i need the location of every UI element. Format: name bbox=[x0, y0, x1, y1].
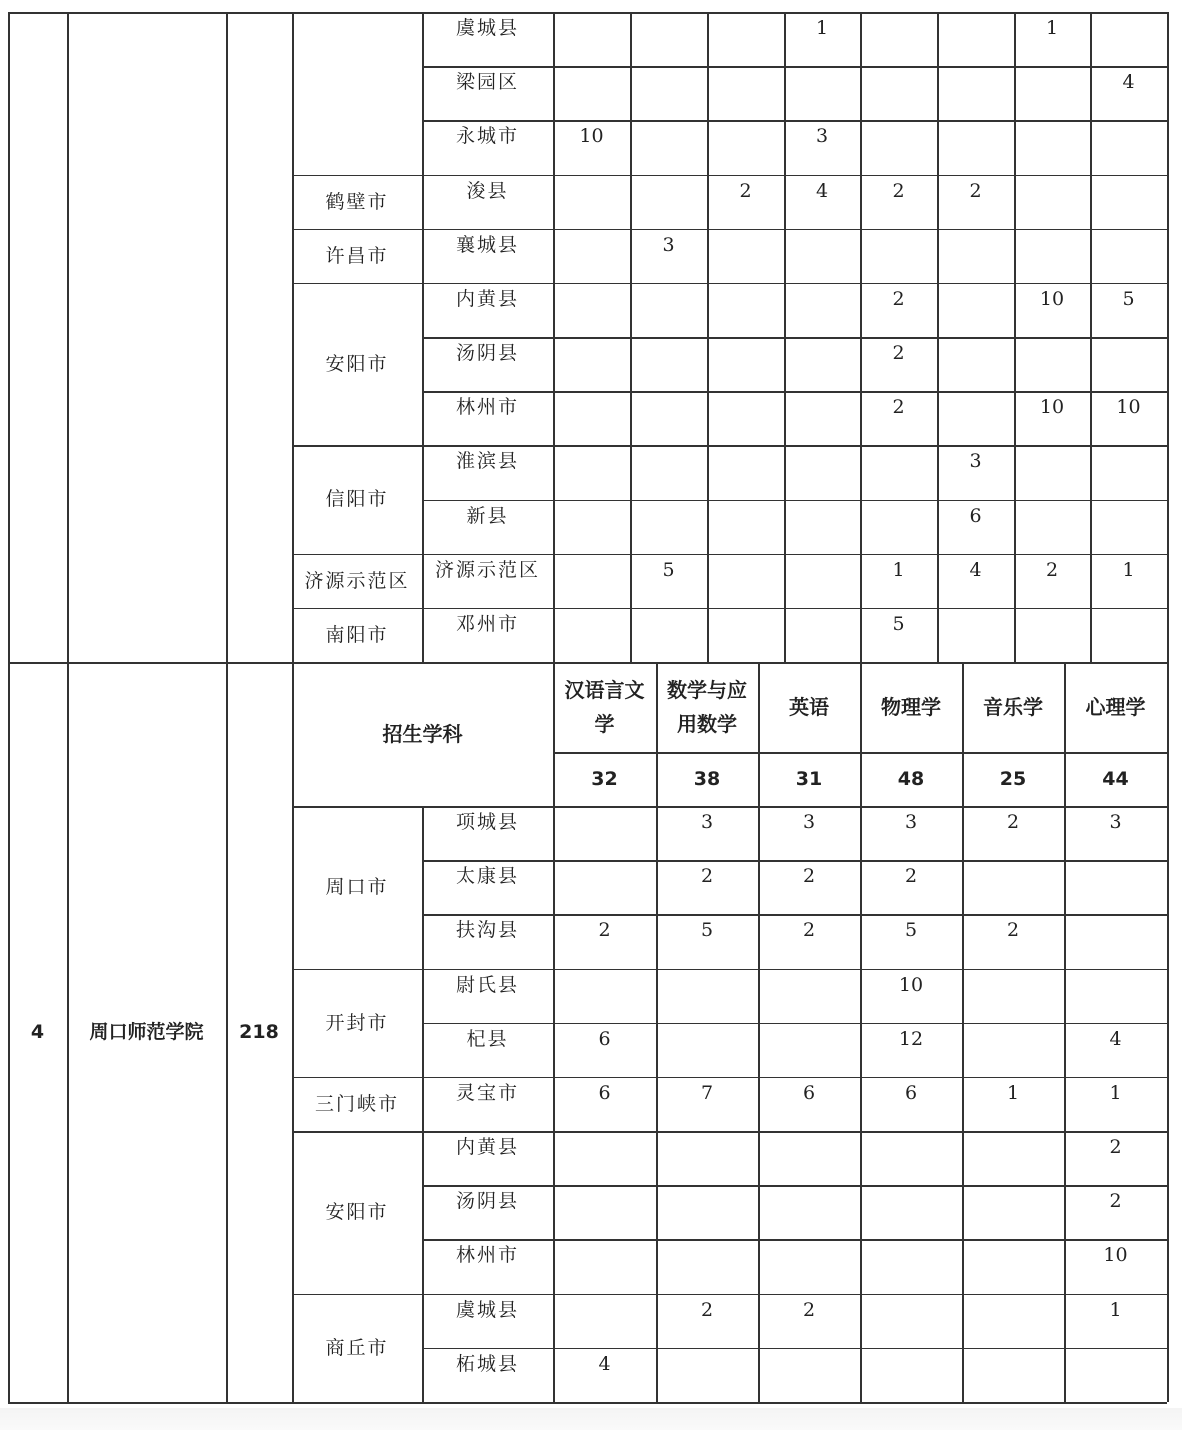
value-cell: 1 bbox=[892, 558, 905, 581]
value-cell: 2 bbox=[1045, 558, 1059, 581]
value-cell: 1 bbox=[1045, 17, 1059, 39]
city-cell: 许昌市 bbox=[325, 244, 389, 267]
value-cell: 3 bbox=[802, 811, 816, 833]
value-cell: 1 bbox=[1109, 1081, 1122, 1104]
subject-label: 招生学科 bbox=[382, 722, 463, 746]
value-cell: 3 bbox=[1109, 811, 1122, 833]
value-cell: 7 bbox=[700, 1081, 714, 1104]
value-cell: 10 bbox=[1116, 396, 1141, 419]
subject-header: 音乐学 bbox=[983, 695, 1043, 719]
subject-total: 44 bbox=[1102, 768, 1129, 790]
city-cell: 鹤壁市 bbox=[325, 190, 389, 213]
county-cell: 襄城县 bbox=[455, 233, 519, 256]
value-cell: 2 bbox=[802, 865, 816, 888]
value-cell: 4 bbox=[969, 558, 982, 581]
value-cell: 10 bbox=[1103, 1244, 1128, 1267]
county-cell: 项城县 bbox=[455, 811, 519, 833]
county-cell: 永城市 bbox=[455, 125, 519, 148]
city-cell: 信阳市 bbox=[325, 488, 389, 511]
county-cell: 太康县 bbox=[455, 865, 519, 888]
value-cell: 2 bbox=[598, 919, 611, 942]
value-cell: 3 bbox=[969, 450, 982, 473]
value-cell: 6 bbox=[598, 1027, 611, 1050]
value-cell: 4 bbox=[1109, 1027, 1122, 1050]
value-cell: 5 bbox=[1122, 287, 1135, 310]
value-cell: 10 bbox=[1039, 287, 1065, 310]
value-cell: 2 bbox=[892, 342, 905, 364]
city-cell: 南阳市 bbox=[325, 623, 389, 646]
value-cell: 2 bbox=[892, 179, 905, 202]
subject-total: 38 bbox=[693, 768, 721, 790]
county-cell: 济源示范区 bbox=[434, 558, 540, 581]
value-cell: 2 bbox=[1006, 919, 1020, 942]
value-cell: 2 bbox=[700, 1298, 714, 1321]
value-cell: 6 bbox=[904, 1081, 918, 1104]
city-cell: 开封市 bbox=[325, 1011, 389, 1034]
county-cell: 淮滨县 bbox=[455, 450, 519, 473]
value-cell: 1 bbox=[1109, 1298, 1122, 1321]
value-cell: 4 bbox=[598, 1352, 611, 1375]
value-cell: 2 bbox=[969, 179, 982, 202]
value-cell: 6 bbox=[969, 504, 982, 527]
county-cell: 林州市 bbox=[455, 396, 519, 419]
value-cell: 2 bbox=[739, 179, 752, 202]
county-cell: 尉氏县 bbox=[455, 973, 519, 996]
value-cell: 2 bbox=[1109, 1190, 1122, 1213]
border-v-outer bbox=[1167, 12, 1169, 1402]
value-cell: 10 bbox=[1039, 396, 1065, 419]
city-cell: 济源示范区 bbox=[304, 569, 410, 592]
county-cell: 林州市 bbox=[455, 1244, 519, 1267]
city-cell: 安阳市 bbox=[325, 353, 389, 376]
value-cell: 5 bbox=[662, 558, 675, 581]
county-cell: 汤阴县 bbox=[455, 1190, 519, 1213]
value-cell: 4 bbox=[1122, 71, 1135, 94]
subject-total: 48 bbox=[897, 768, 925, 790]
value-cell: 2 bbox=[892, 287, 905, 310]
county-cell: 邓州市 bbox=[455, 612, 519, 635]
county-cell: 虞城县 bbox=[455, 1298, 519, 1321]
value-cell: 2 bbox=[892, 396, 905, 419]
value-cell: 5 bbox=[700, 919, 714, 942]
county-cell: 汤阴县 bbox=[455, 342, 519, 364]
value-cell: 2 bbox=[700, 865, 714, 888]
school-name: 周口师范学院 bbox=[89, 1021, 204, 1043]
city-cell: 周口市 bbox=[325, 876, 389, 899]
value-cell: 6 bbox=[598, 1081, 611, 1104]
row-index: 4 bbox=[30, 1021, 45, 1043]
value-cell: 1 bbox=[815, 17, 829, 39]
value-cell: 2 bbox=[904, 865, 918, 888]
county-cell: 梁园区 bbox=[455, 71, 519, 94]
county-cell: 内黄县 bbox=[455, 287, 519, 310]
subject-header: 数学与应用数学 bbox=[667, 678, 747, 736]
county-cell: 柘城县 bbox=[455, 1352, 519, 1375]
school-total: 218 bbox=[239, 1021, 279, 1043]
value-cell: 1 bbox=[1122, 558, 1135, 581]
value-cell: 5 bbox=[892, 612, 905, 635]
county-cell: 内黄县 bbox=[455, 1136, 519, 1159]
value-cell: 5 bbox=[904, 919, 918, 942]
city-cell: 商丘市 bbox=[325, 1336, 389, 1359]
value-cell: 10 bbox=[579, 125, 604, 148]
value-cell: 1 bbox=[1006, 1081, 1020, 1104]
value-cell: 3 bbox=[904, 811, 918, 833]
subject-total: 25 bbox=[999, 768, 1027, 790]
county-cell: 虞城县 bbox=[455, 17, 519, 39]
value-cell: 3 bbox=[700, 811, 714, 833]
value-cell: 12 bbox=[898, 1027, 924, 1050]
county-cell: 灵宝市 bbox=[455, 1081, 519, 1104]
subject-total: 32 bbox=[591, 768, 618, 790]
city-cell: 三门峡市 bbox=[314, 1092, 399, 1115]
county-cell: 扶沟县 bbox=[455, 919, 519, 942]
county-cell: 杞县 bbox=[466, 1027, 509, 1050]
county-cell: 新县 bbox=[466, 504, 509, 527]
value-cell: 4 bbox=[815, 179, 829, 202]
border-top bbox=[8, 12, 1167, 14]
value-cell: 3 bbox=[815, 125, 829, 148]
subject-total: 31 bbox=[795, 768, 823, 790]
page-bottom-edge bbox=[0, 1408, 1182, 1430]
value-cell: 2 bbox=[802, 1298, 816, 1321]
subject-header: 汉语言文学 bbox=[564, 678, 645, 736]
value-cell: 2 bbox=[1006, 811, 1020, 833]
value-cell: 2 bbox=[1109, 1136, 1122, 1159]
subject-header: 英语 bbox=[789, 695, 829, 719]
value-cell: 10 bbox=[898, 973, 924, 996]
value-cell: 3 bbox=[662, 233, 675, 256]
city-cell: 安阳市 bbox=[325, 1201, 389, 1224]
value-cell: 6 bbox=[802, 1081, 816, 1104]
subject-header: 心理学 bbox=[1085, 695, 1146, 719]
subject-header: 物理学 bbox=[881, 695, 941, 719]
value-cell: 2 bbox=[802, 919, 816, 942]
county-cell: 浚县 bbox=[466, 179, 509, 202]
